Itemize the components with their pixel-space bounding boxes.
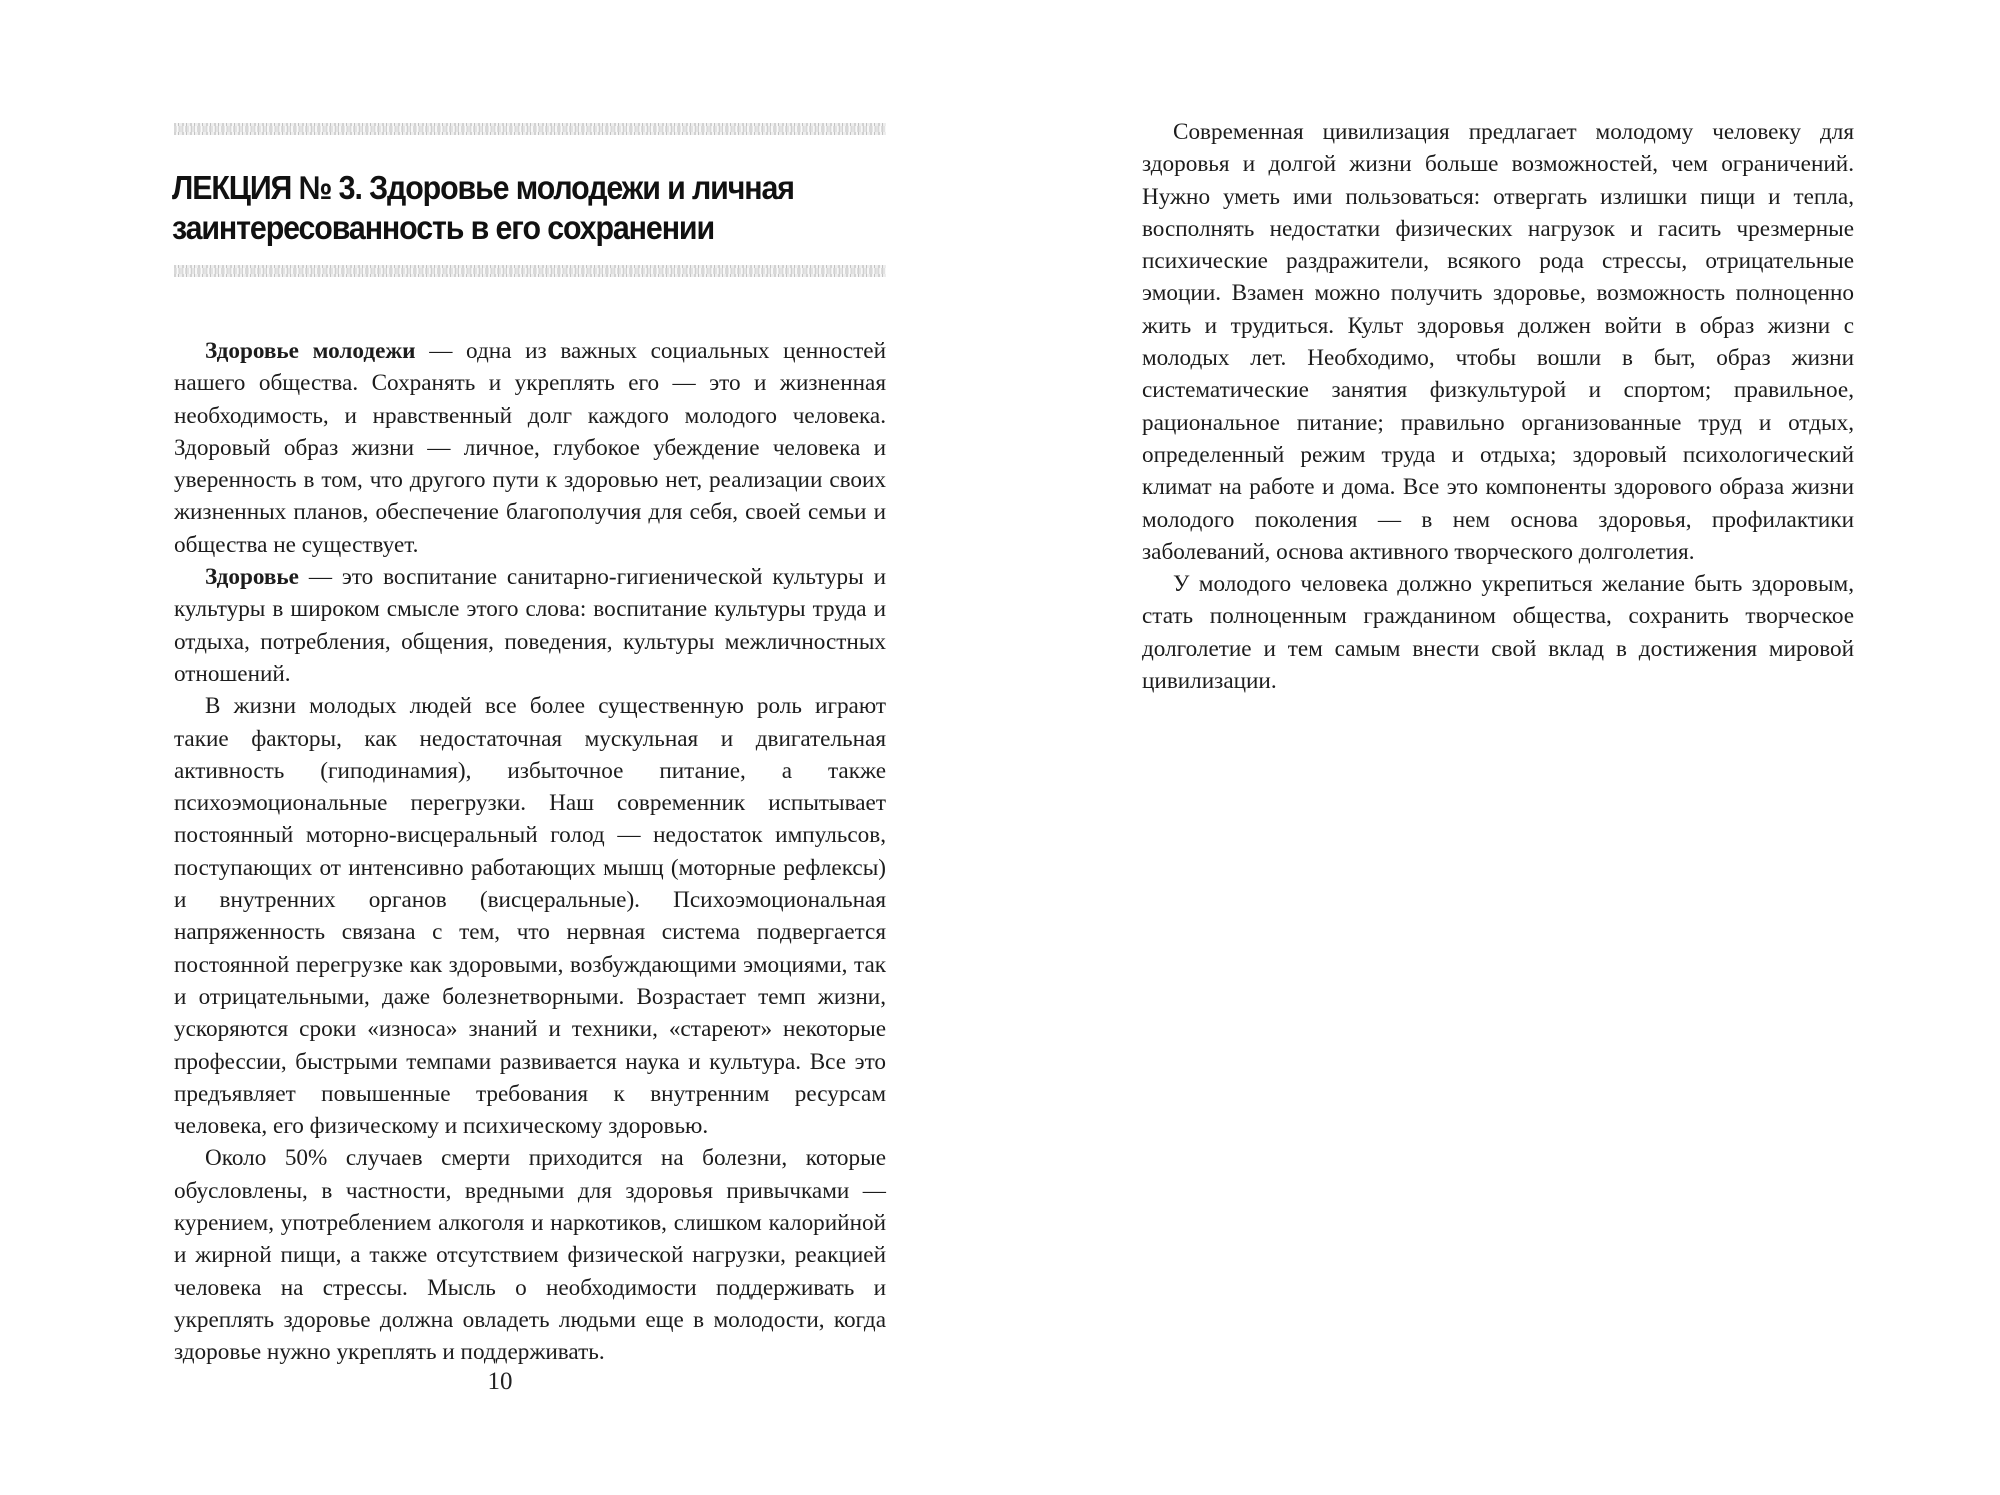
right-page-body (1142, 116, 1854, 697)
paragraph-youth-health (174, 335, 886, 561)
paragraph-desire (1142, 568, 1854, 697)
paragraph-mortality (174, 1142, 886, 1368)
page-number: 10 (487, 1368, 513, 1395)
paragraph-civilization (1142, 116, 1854, 568)
term-youth-health: Здоровье молодежи (205, 338, 416, 364)
paragraph-text: — это воспитание санитарно-гигиенической культуры и культуры в широком смысле этого слова: воспитание культуры труда и отдыха, потребления, общения, поведения, культуры межличностных отношений. (174, 564, 886, 687)
right-page (1000, 0, 2000, 1495)
decorative-rule-top (174, 123, 886, 135)
paragraph-health (174, 561, 886, 690)
paragraph-text: — одна из важных социальных ценностей нашего общества. Сохранять и укреплять его — это и жизненная необходимость, и нравственный долг каждого молодого человека. Здоровый образ жизни — личное, глубокое убеждение человека и уверенность в том, что другого пути к здоровью нет, реализации своих жизненных планов, обеспечение благополучия для себя, своей семьи и общества не существует. (174, 338, 886, 558)
paragraph-text: В жизни молодых людей все более существенную роль играют такие факторы, как недостаточная мускульная и двигательная активность (гиподинамия), избыточное питание, а также психоэмоциональные перегрузки. Наш современник испытывает постоянный моторно-висцеральный голод — недостаток импульсов, поступающих от интенсивно работающих мышц (моторные рефлексы) и внутренних органов (висцеральные). Психоэмоциональная напряженность связана с тем, что нервная система подвергается постоянной перегрузке как здоровыми, возбуждающими эмоциями, так и отрицательными, даже болезнетворными. Возрастает темп жизни, ускоряются сроки «износа» знаний и техники, «стареют» некоторые профессии, быстрыми темпами развивается наука и культура. Все это предъявляет повышенные требования к внутренним ресурсам человека, его физическому и психическому здоровью. (174, 693, 886, 1140)
paragraph-text: Современная цивилизация предлагает молодому человеку для здоровья и долгой жизни больше возможностей, чем ограничений. Нужно уметь ими пользоваться: отвергать излишки пищи и тепла, восполнять недостатки физических нагрузок и гасить чрезмерные психические раздражители, всякого рода стрессы, отрицательные эмоции. Взамен можно получить здоровье, возможность полноценно жить и трудиться. Культ здоровья должен войти в образ жизни с молодых лет. Необходимо, чтобы вошли в быт, образ жизни систематические занятия физкультурой и спортом; правильное, рациональное питание; правильно организованные труд и отдых, определенный режим труда и отдыха; здоровый психологический климат на работе и дома. Все это компоненты здорового образа жизни молодого поколения — в нем основа здоровья, профилактики заболеваний, основа активного творческого долголетия. (1142, 119, 1854, 565)
decorative-rule-bottom (174, 265, 886, 277)
term-health: Здоровье (205, 564, 299, 591)
chapter-title (172, 168, 834, 248)
chapter-title-line-1: ЛЕКЦИЯ № 3. Здоровье молодежи и личная (172, 169, 794, 206)
paragraph-text: У молодого человека должно укрепиться желание быть здоровым, стать полноценным гражданином общества, сохранить творческое долголетие и тем самым внести свой вклад в достижения мировой цивилизации. (1142, 571, 1854, 695)
paragraph-text: Около 50% случаев смерти приходится на болезни, которые обусловлены, в частности, вредными для здоровья привычками — курением, употреблением алкоголя и наркотиков, слишком калорийной и жирной пищи, а также отсутствием физической нагрузки, реакцией человека на стрессы. Мысль о необходимости поддерживать и укреплять здоровье должна овладеть людьми еще в молодости, когда здоровье нужно укреплять и поддерживать. (174, 1145, 886, 1366)
chapter-title-line-2: заинтересованность в его сохранении (172, 209, 715, 246)
paragraph-factors (174, 690, 886, 1142)
left-page-body (174, 335, 886, 1369)
